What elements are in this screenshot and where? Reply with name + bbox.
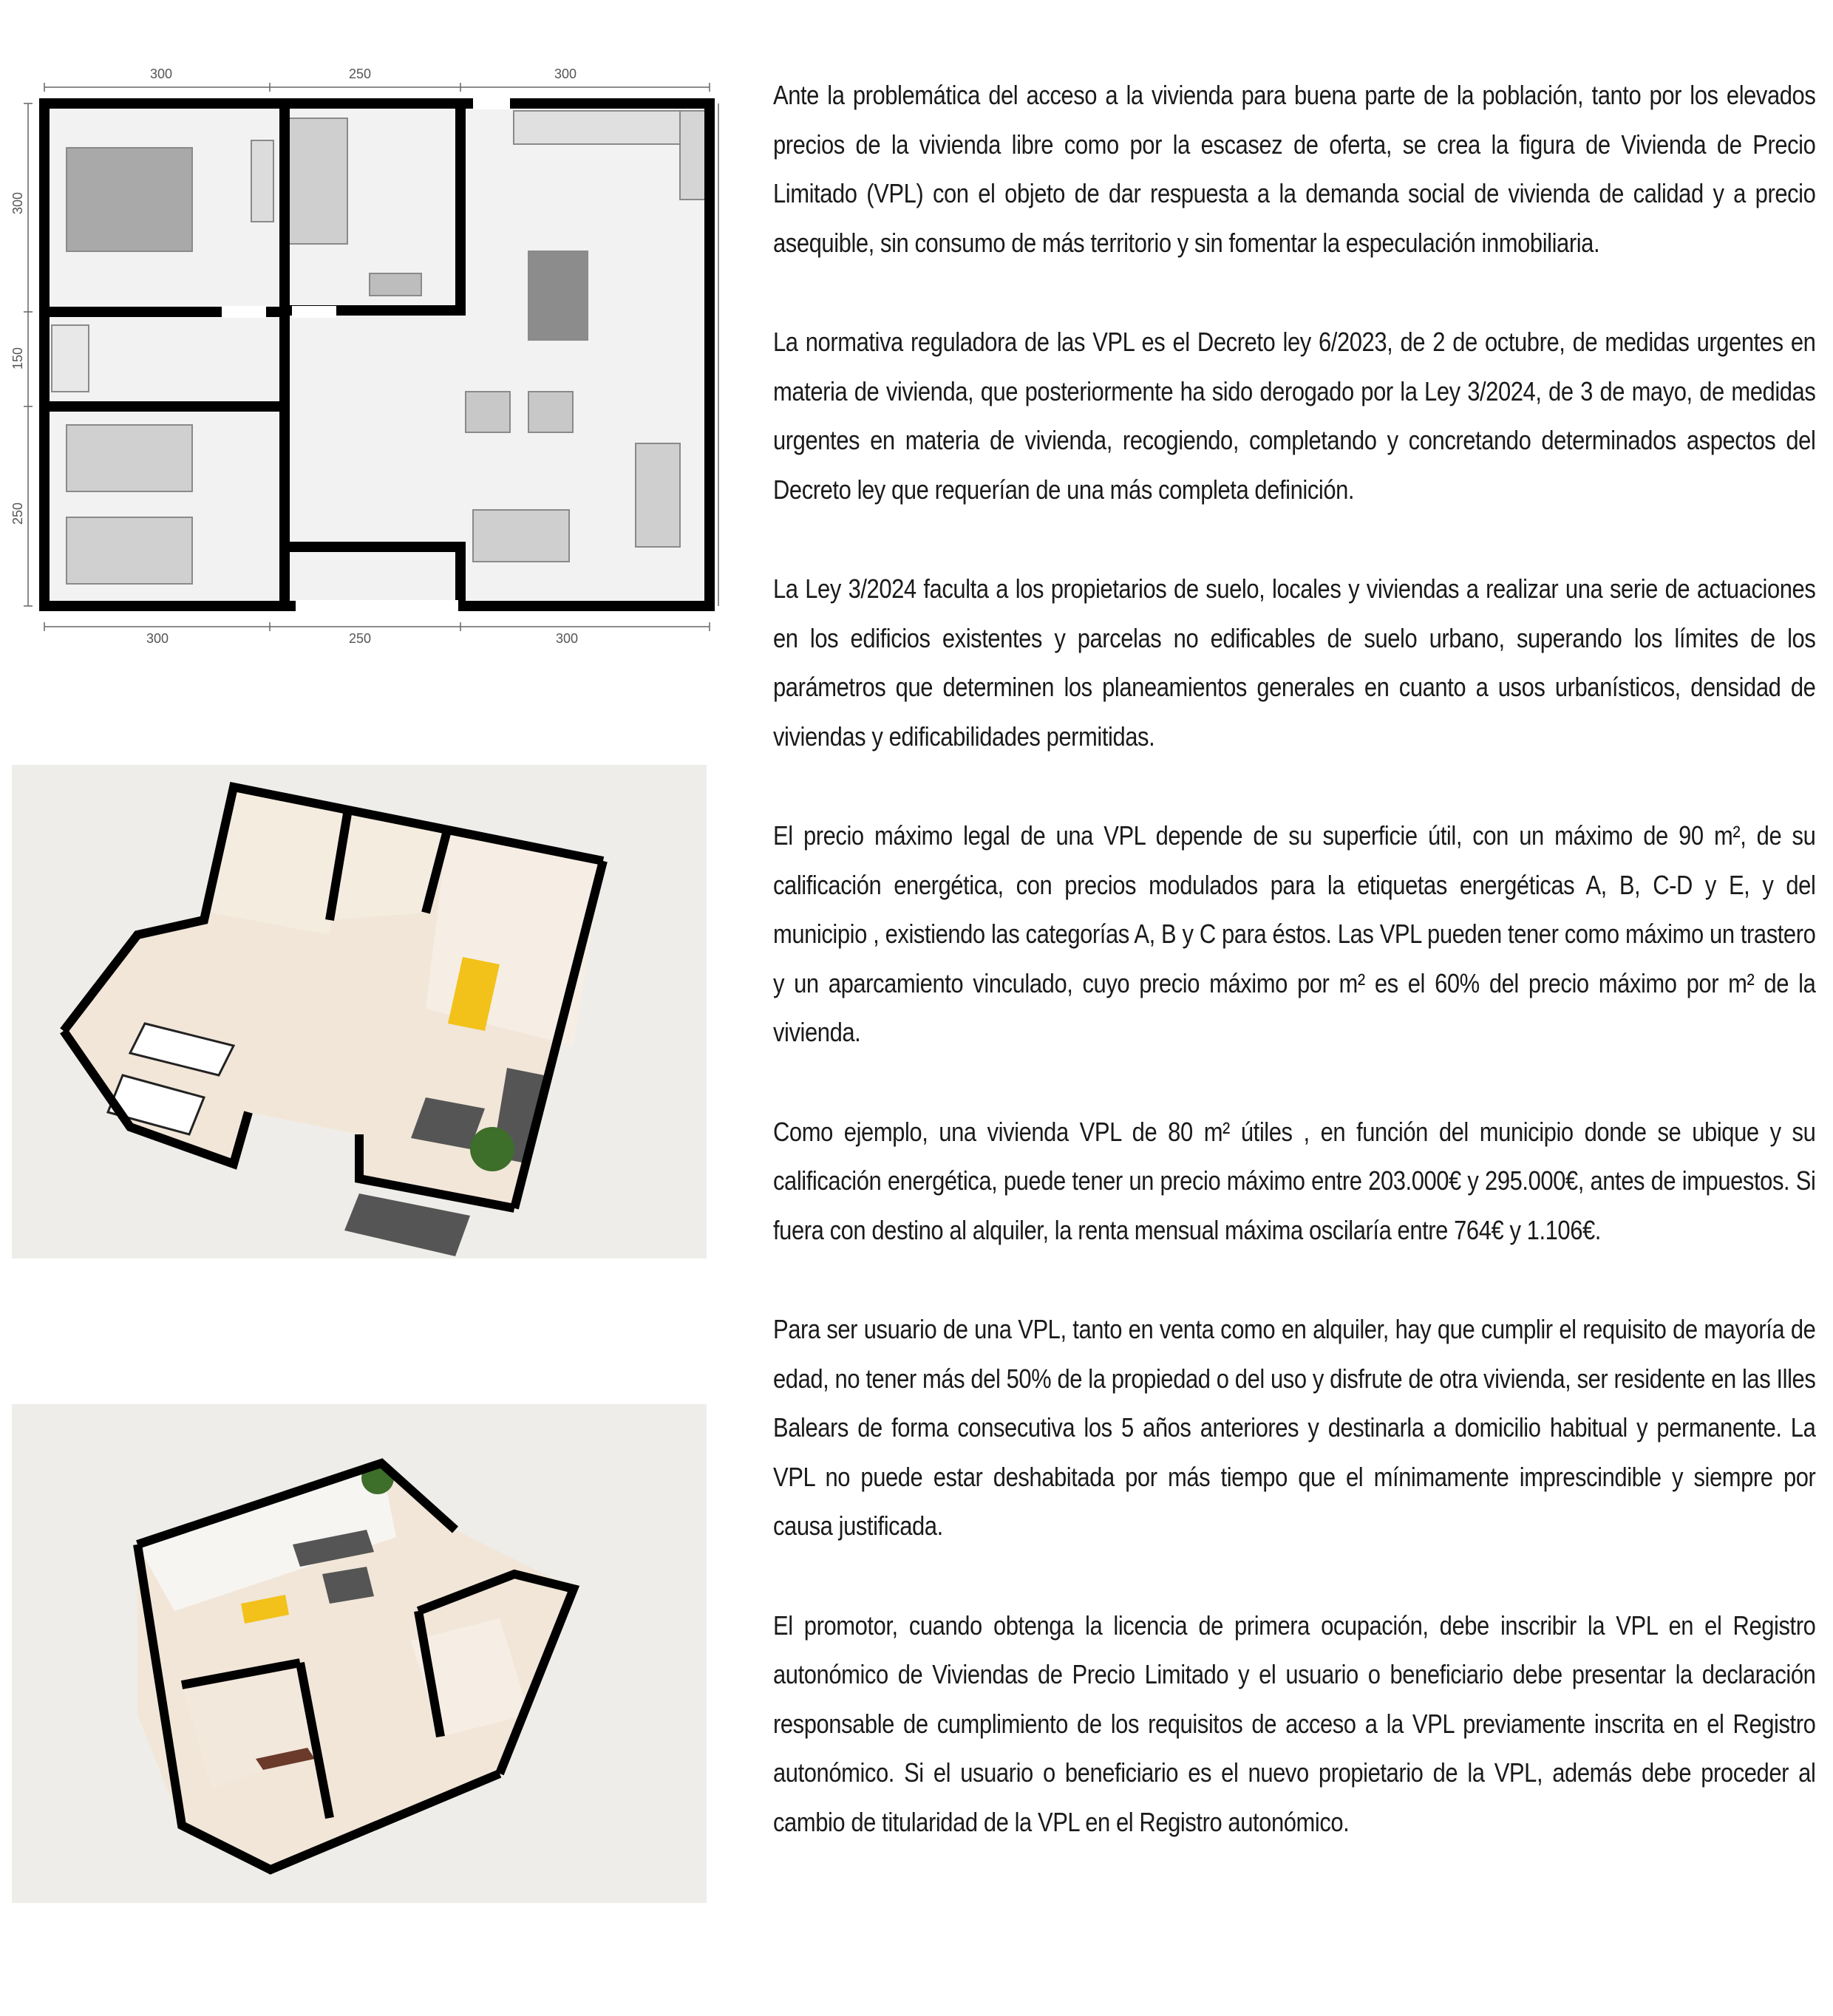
floor-plan-drawing (10, 59, 724, 646)
dim-bottom-2: 250 (349, 631, 372, 646)
dim-top-3: 300 (554, 67, 577, 81)
dim-top-2: 250 (349, 67, 372, 81)
isometric-drawing-1 (12, 765, 707, 1259)
dim-left-2: 150 (10, 347, 25, 370)
paragraph-6: Para ser usuario de una VPL, tanto en venta como en alquiler, hay que cumplir el requisito de mayoría de edad, no tener más del 50% de la propiedad o del uso y disfrute de otra vivienda, ser residente en las Illes Balears de forma consecutiva los 5 años anteriores y destinarla a domicilio habitual y permanente. La VPL no puede estar deshabitada por más tiempo que el mínimamente imprescindible y siempre por causa justificada. (773, 1314, 1816, 1541)
paragraph-1: Ante la problemática del acceso a la vivienda para buena parte de la población, tanto por los elevados precios de la vivienda libre como por la escasez de oferta, se crea la figura de Vivienda de Precio Limitado (VPL) con el objeto de dar respuesta a la demanda social de vivienda de calidad y a precio asequible, sin consumo de más territorio y sin fomentar la especulación inmobiliaria. (773, 80, 1816, 258)
paragraph-5: Como ejemplo, una vivienda VPL de 80 m² útiles , en función del municipio donde se ubique y su calificación energética, puede tener un precio máximo entre 203.000€ y 295.000€, antes de impuestos. Si fuera con destino al alquiler, la renta mensual máxima oscilaría entre 764€ y 1.106€. (773, 1116, 1816, 1245)
isometric-render-2 (12, 1404, 707, 1903)
paragraph-2: La normativa reguladora de las VPL es el Decreto ley 6/2023, de 2 de octubre, de medidas urgentes en materia de vivienda, que posteriormente ha sido derogado por la Ley 3/2024, de 3 de mayo, de medidas urgentes en materia de vivienda, recogiendo, completando y concretando determinados aspectos del Decreto ley que requerían de una más completa definición. (773, 327, 1816, 505)
isometric-render-1 (12, 765, 707, 1259)
isometric-drawing-2 (12, 1404, 707, 1903)
body-text (773, 71, 1815, 1897)
paragraph-3: La Ley 3/2024 faculta a los propietarios de suelo, locales y viviendas a realizar una serie de actuaciones en los edificios existentes y parcelas no edificables de suelo urbano, superando los límites de los parámetros que determinen los planeamientos generales en cuanto a usos urbanísticos, densidad de viviendas y edificabilidades permitidas. (773, 573, 1816, 752)
dim-bottom-3: 300 (556, 631, 579, 646)
dim-left-1: 300 (10, 191, 25, 214)
dim-bottom-1: 300 (146, 631, 169, 646)
paragraph-4: El precio máximo legal de una VPL depende de su superficie útil, con un máximo de 90 m², de su calificación energética, con precios modulados para la etiquetas energéticas A, B, C-D y E, y del municipio , existiendo las categorías A, B y C para éstos. Las VPL pueden tener como máximo un trastero y un aparcamiento vinculado, cuyo precio máximo por m² es el 60% del precio máximo por m² de la vivienda. (773, 820, 1816, 1047)
paragraph-7: El promotor, cuando obtenga la licencia de primera ocupación, debe inscribir la VPL en el Registro autonómico de Viviendas de Precio Limitado y el usuario o beneficiario debe presentar la declaración responsable de cumplimiento de los requisitos de acceso a la VPL previamente inscrita en el Registro autonómico. Si el usuario o beneficiario es el nuevo propietario de la VPL, además debe proceder al cambio de titularidad de la VPL en el Registro autonómico. (773, 1610, 1816, 1837)
dim-top-1: 300 (150, 67, 173, 81)
dim-left-3: 250 (10, 502, 25, 525)
floor-plan-image (10, 59, 724, 646)
